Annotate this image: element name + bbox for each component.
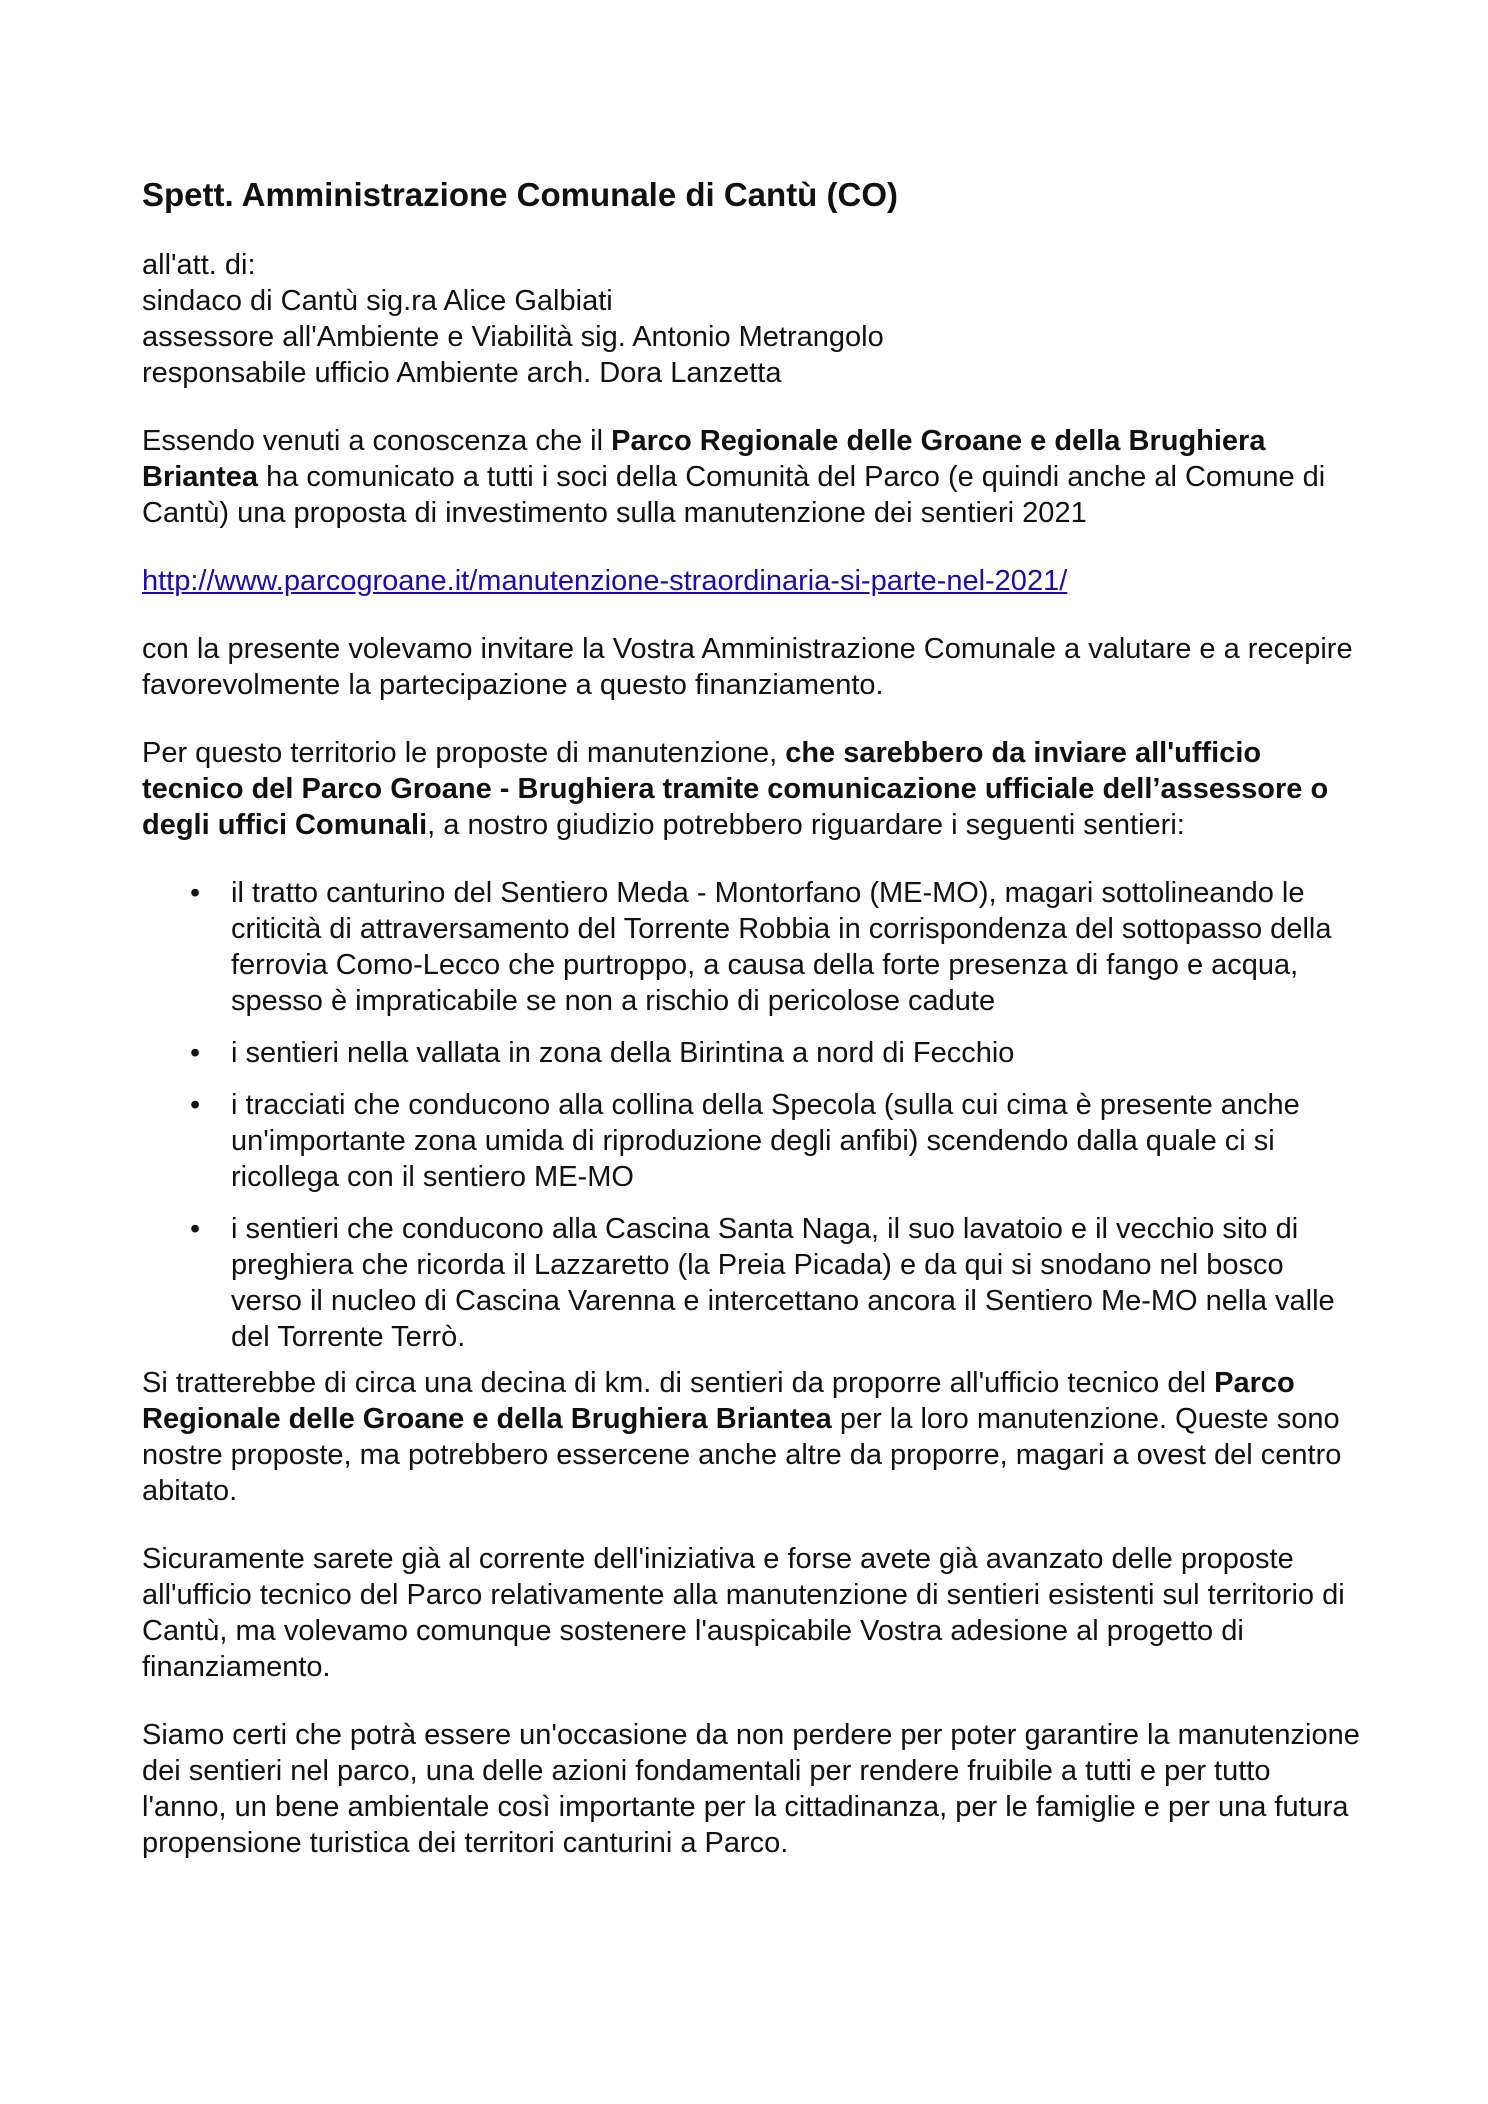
list-item-text: i sentieri nella vallata in zona della Birintina a nord di Fecchio xyxy=(231,1037,1015,1069)
intro-text: ha comunicato a tutti i soci della Comunità del Parco (e quindi anche al Comune di Cantù) una proposta di investimento sulla manutenzione dei sentieri 2021 xyxy=(142,461,1326,529)
list-item xyxy=(142,1087,1362,1195)
intro-text: Essendo venuti a conoscenza che il xyxy=(142,425,612,457)
letter-page xyxy=(142,175,1362,1893)
addressee-line: assessore all'Ambiente e Viabilità sig. Antonio Metrangolo xyxy=(142,321,884,353)
bullet-icon: • xyxy=(190,1213,201,1245)
bullet-icon: • xyxy=(190,1089,201,1121)
list-item xyxy=(142,1211,1362,1355)
trail-list xyxy=(142,875,1362,1355)
closing-paragraph-2: Siamo certi che potrà essere un'occasione da non perdere per poter garantire la manutenzione dei sentieri nel parco, una delle azioni fondamentali per rendere fruibile a tutti e per tutto l'anno, un bene ambientale così importante per la cittadinanza, per le famiglie e per una futura propensione turistica dei territori canturini a Parco. xyxy=(142,1719,1360,1859)
list-item-text: il tratto canturino del Sentiero Meda - Montorfano (ME-MO), magari sottolineando le criticità di attraversamento del Torrente Robbia in corrispondenza del sottopasso della ferrovia Como-Lecco che purtroppo, a causa della forte presenza di fango e acqua, spesso è impraticabile se non a rischio di pericolose cadute xyxy=(231,877,1332,1017)
park-name: Parco Regionale delle Groane e della Brughiera Briantea xyxy=(142,1367,1295,1435)
park-link[interactable]: http://www.parcogroane.it/manutenzione-straordinaria-si-parte-nel-2021/ xyxy=(142,565,1068,597)
summary-text: per la loro manutenzione. Queste sono nostre proposte, ma potrebbero essercene anche altre da proporre, magari a ovest del centro abitato. xyxy=(142,1403,1342,1507)
summary-paragraph xyxy=(142,1365,1362,1509)
list-item-text: i tracciati che conducono alla collina della Specola (sulla cui cima è presente anche un'importante zona umida di riproduzione degli anfibi) scendendo dalla quale ci si ricollega con il sentiero ME-MO xyxy=(231,1089,1300,1193)
park-name: Parco Regionale delle Groane e della Brughiera Briantea xyxy=(142,425,1266,493)
bullet-icon: • xyxy=(190,1037,201,1069)
bullet-icon: • xyxy=(190,877,201,909)
proposals-bold-text: che sarebbero da inviare all'ufficio tecnico del Parco Groane - Brughiera tramite comunicazione ufficiale dell’assessore o degli uffici Comunali xyxy=(142,737,1329,841)
link-paragraph xyxy=(142,563,1362,599)
addressee-block xyxy=(142,247,1362,391)
intro-paragraph xyxy=(142,423,1362,531)
summary-text: Si tratterebbe di circa una decina di km. di sentieri da proporre all'ufficio tecnico del xyxy=(142,1367,1215,1399)
closing-paragraph-1: Sicuramente sarete già al corrente dell'iniziativa e forse avete già avanzato delle proposte all'ufficio tecnico del Parco relativamente alla manutenzione di sentieri esistenti sul territorio di Cantù, ma volevamo comunque sostenere l'auspicabile Vostra adesione al progetto di finanziamento. xyxy=(142,1543,1345,1683)
proposals-paragraph xyxy=(142,735,1362,843)
letter-heading: Spett. Amministrazione Comunale di Cantù (CO) xyxy=(142,176,898,213)
invite-paragraph: con la presente volevamo invitare la Vostra Amministrazione Comunale a valutare e a recepire favorevolmente la partecipazione a questo finanziamento. xyxy=(142,633,1353,701)
proposals-text: Per questo territorio le proposte di manutenzione, xyxy=(142,737,786,769)
list-item-text: i sentieri che conducono alla Cascina Santa Naga, il suo lavatoio e il vecchio sito di preghiera che ricorda il Lazzaretto (la Preia Picada) e da qui si snodano nel bosco verso il nucleo di Cascina Varenna e intercettano ancora il Sentiero Me-MO nella valle del Torrente Terrò. xyxy=(231,1213,1335,1353)
addressee-line: sindaco di Cantù sig.ra Alice Galbiati xyxy=(142,285,613,317)
addressee-line: all'att. di: xyxy=(142,249,256,281)
proposals-text: , a nostro giudizio potrebbero riguardare i seguenti sentieri: xyxy=(427,809,1185,841)
list-item xyxy=(142,875,1362,1019)
list-item xyxy=(142,1035,1362,1071)
addressee-line: responsabile ufficio Ambiente arch. Dora Lanzetta xyxy=(142,357,782,389)
